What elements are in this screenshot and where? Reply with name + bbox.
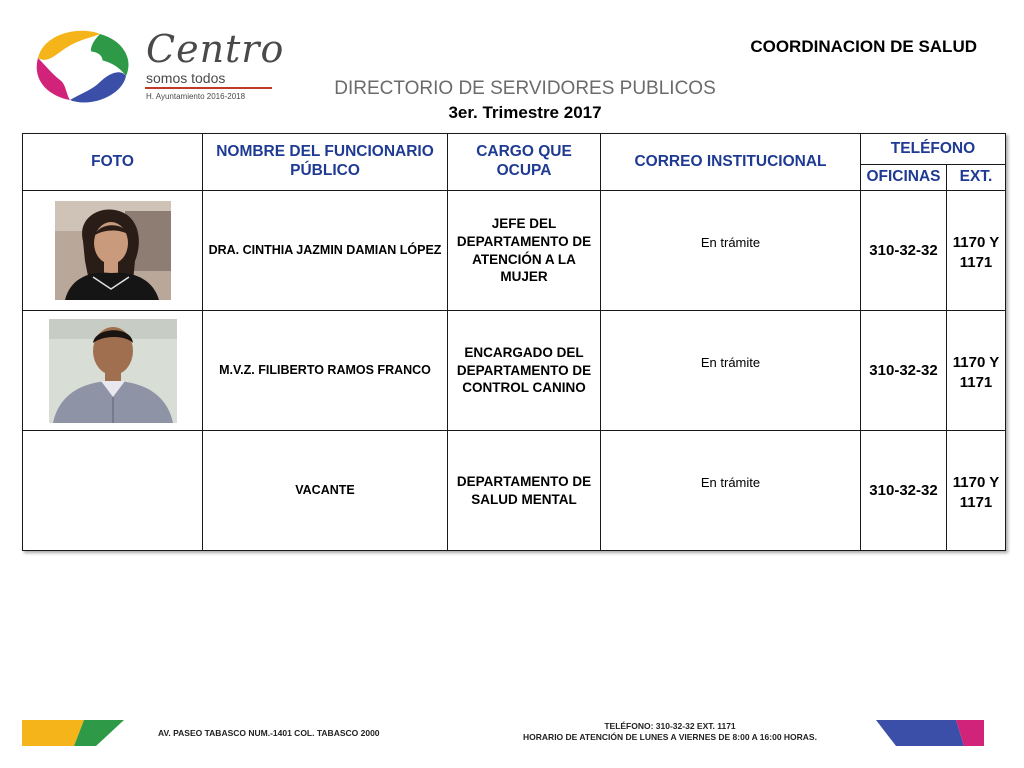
logo-divider [145, 87, 272, 89]
staff-name: VACANTE [203, 431, 448, 551]
header-nombre: NOMBRE DEL FUNCIONARIO PÚBLICO [203, 134, 448, 191]
phone-extension: 1170 Y 1171 [947, 311, 1006, 431]
phone-extension: 1170 Y 1171 [947, 191, 1006, 311]
staff-photo [49, 319, 177, 423]
table-row [23, 431, 1006, 551]
office-phone: 310-32-32 [861, 311, 947, 431]
table-row [23, 191, 1006, 311]
footer-color-bar-left [22, 720, 124, 746]
logo-ayuntamiento: H. Ayuntamiento 2016-2018 [146, 92, 246, 101]
footer-phone: TELÉFONO: 310-32-32 EXT. 1171 [604, 721, 736, 731]
staff-email: En trámite [601, 311, 861, 431]
office-phone: 310-32-32 [861, 191, 947, 311]
directory-table [22, 133, 1006, 551]
department-title: COORDINACION DE SALUD [750, 37, 977, 56]
logo-wordmark: Centro [146, 27, 285, 71]
staff-name: DRA. CINTHIA JAZMIN DAMIAN LÓPEZ [203, 191, 448, 311]
header-telefono: TELÉFONO [861, 134, 1006, 165]
directory-title: DIRECTORIO DE SERVIDORES PUBLICOS [334, 78, 716, 99]
period-label: 3er. Trimestre 2017 [448, 103, 602, 122]
staff-position: DEPARTAMENTO DE SALUD MENTAL [448, 431, 601, 551]
office-phone: 310-32-32 [861, 431, 947, 551]
table-row [23, 311, 1006, 431]
centro-logo [30, 24, 140, 106]
footer-hours: HORARIO DE ATENCIÓN DE LUNES A VIERNES DE 8:00 A 16:00 HORAS. [523, 732, 817, 743]
phone-extension: 1170 Y 1171 [947, 431, 1006, 551]
footer-address: AV. PASEO TABASCO NUM.-1401 COL. TABASCO 2000 [158, 728, 380, 738]
photo-cell [23, 431, 203, 551]
header-correo: CORREO INSTITUCIONAL [601, 134, 861, 191]
staff-email: En trámite [601, 431, 861, 551]
header-oficinas: OFICINAS [861, 165, 947, 191]
logo-tagline: somos todos [146, 70, 226, 86]
footer-color-bar-right [876, 720, 984, 746]
photo-cell [23, 191, 203, 311]
staff-name: M.V.Z. FILIBERTO RAMOS FRANCO [203, 311, 448, 431]
footer-contact [490, 721, 850, 744]
header-ext: EXT. [947, 165, 1006, 191]
staff-position: JEFE DEL DEPARTAMENTO DE ATENCIÓN A LA MUJER [448, 191, 601, 311]
staff-email: En trámite [601, 191, 861, 311]
staff-position: ENCARGADO DEL DEPARTAMENTO DE CONTROL CANINO [448, 311, 601, 431]
photo-cell [23, 311, 203, 431]
header-foto: FOTO [23, 134, 203, 191]
header-cargo: CARGO QUE OCUPA [448, 134, 601, 191]
staff-photo [55, 201, 171, 300]
